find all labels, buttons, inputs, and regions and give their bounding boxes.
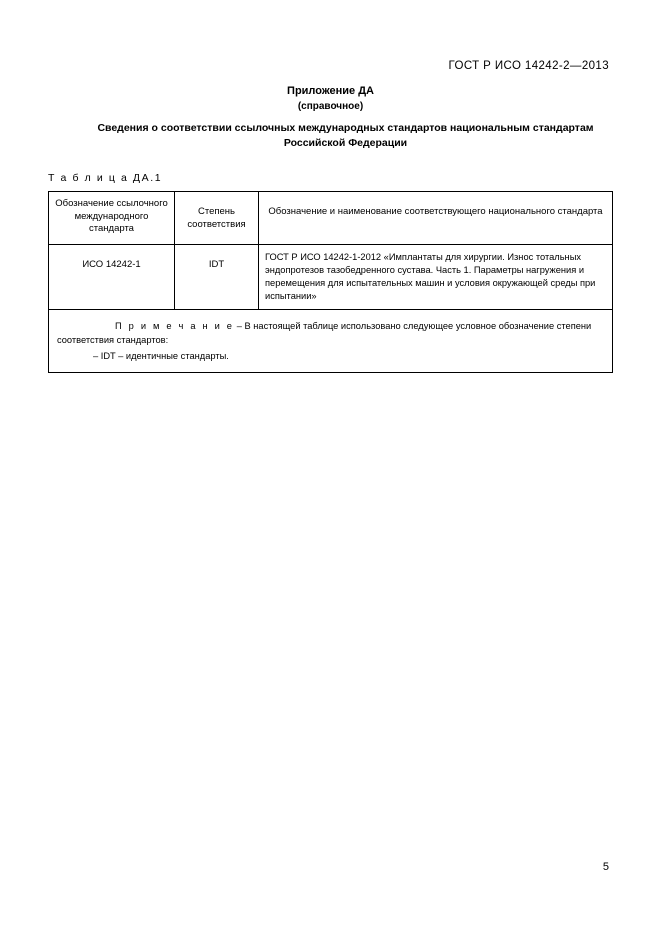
table-caption: Т а б л и ц а ДА.1 xyxy=(48,172,163,184)
annex-title: Приложение ДА xyxy=(287,85,374,97)
cell-degree: IDT xyxy=(175,244,259,310)
note-item: – IDT – идентичные стандарты. xyxy=(93,351,229,362)
annex-subtitle: (справочное) xyxy=(297,101,364,112)
document-header-standard-ref: ГОСТ Р ИСО 14242-2—2013 xyxy=(448,60,609,72)
cell-national-standard: ГОСТ Р ИСО 14242-1-2012 «Имплантаты для хирургии. Износ тотальных эндопротезов тазобедренного сустава. Часть 1. Параметры нагружения и перемещения для испытательных машин и условия окружающей среды при испытании» xyxy=(259,244,613,310)
note-label: П р и м е ч а н и е xyxy=(115,321,235,332)
note-text: – В настоящей таблице использовано следующее условное обозначение степени соответствия стандартов: xyxy=(57,321,592,346)
table-header-degree: Степень соответствия xyxy=(175,192,259,245)
page-number: 5 xyxy=(602,861,609,873)
table-row xyxy=(49,244,613,310)
table-header-national: Обозначение и наименование соответствующего национального стандарта xyxy=(259,192,613,245)
table-header-reference: Обозначение ссылочного международного стандарта xyxy=(49,192,175,245)
table-note-row xyxy=(49,310,613,373)
compliance-table xyxy=(48,191,613,373)
page-title: Сведения о соответствии ссылочных международных стандартов национальным стандартам Российской Федерации xyxy=(97,122,594,149)
cell-reference-standard: ИСО 14242-1 xyxy=(49,244,175,310)
table-note xyxy=(49,310,613,373)
table-header-row xyxy=(49,192,613,245)
